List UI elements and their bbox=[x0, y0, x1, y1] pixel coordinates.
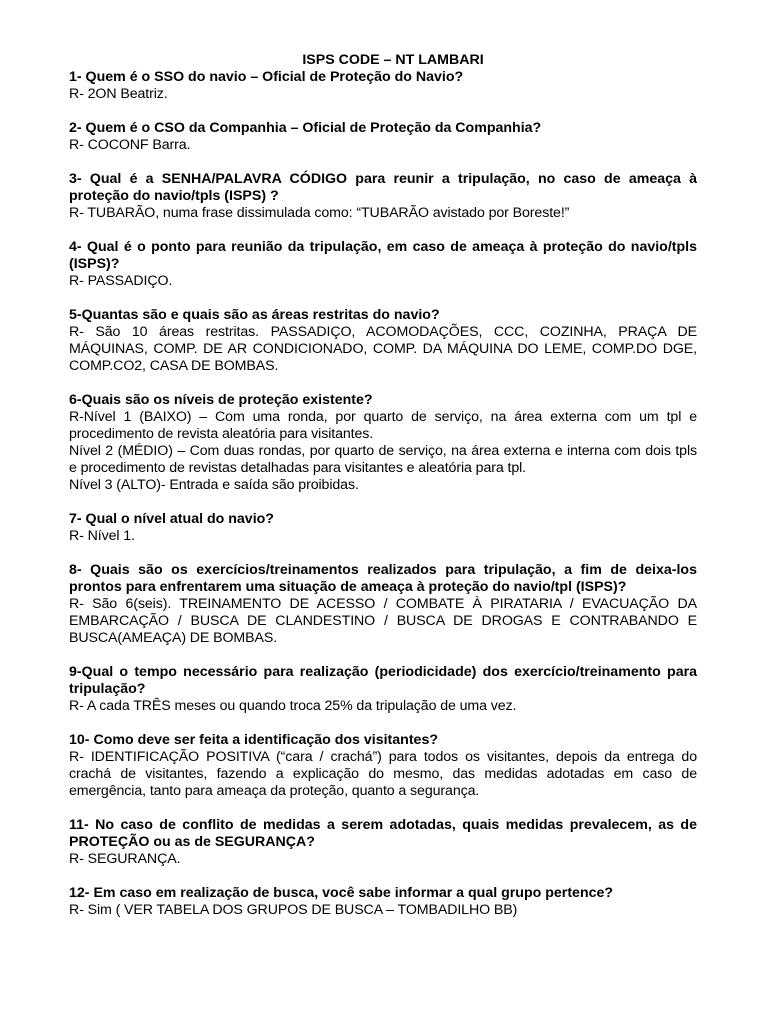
question-4: 4- Qual é o ponto para reunião da tripulação, em caso de ameaça à proteção do navio/tpls (ISPS)? bbox=[69, 239, 697, 272]
document-page bbox=[69, 52, 697, 936]
answer-4: R- PASSADIÇO. bbox=[69, 273, 173, 289]
qa-item-7 bbox=[69, 511, 697, 545]
document-title: ISPS CODE – NT LAMBARI bbox=[302, 52, 484, 68]
question-10: 10- Como deve ser feita a identificação dos visitantes? bbox=[69, 732, 438, 748]
qa-item-11 bbox=[69, 817, 697, 868]
qa-item-4 bbox=[69, 239, 697, 290]
question-2: 2- Quem é o CSO da Companhia – Oficial de Proteção da Companhia? bbox=[69, 120, 542, 136]
question-8: 8- Quais são os exercícios/treinamentos realizados para tripulação, a fim de deixa-los prontos para enfrentarem uma situação de ameaça à proteção do navio/tpl (ISPS)? bbox=[69, 562, 697, 595]
answer-7: R- Nível 1. bbox=[69, 528, 135, 544]
qa-item-6 bbox=[69, 392, 697, 494]
qa-item-12 bbox=[69, 885, 697, 919]
qa-item-1 bbox=[69, 69, 697, 103]
question-5: 5-Quantas são e quais são as áreas restritas do navio? bbox=[69, 307, 440, 323]
answer-11: R- SEGURANÇA. bbox=[69, 851, 181, 867]
qa-item-3 bbox=[69, 171, 697, 222]
answer-10: R- IDENTIFICAÇÃO POSITIVA (“cara / crachá”) para todos os visitantes, depois da entrega do crachá de visitantes, fazendo a explicação do mesmo, das medidas adotadas em caso de emergência, tanto para ameaça da proteção, quanto a segurança. bbox=[69, 749, 697, 799]
question-6: 6-Quais são os níveis de proteção existente? bbox=[69, 392, 373, 408]
question-12: 12- Em caso em realização de busca, você sabe informar a qual grupo pertence? bbox=[69, 885, 614, 901]
answer-3: R- TUBARÃO, numa frase dissimulada como: “TUBARÃO avistado por Boreste!” bbox=[69, 205, 570, 221]
qa-item-10 bbox=[69, 732, 697, 800]
question-11: 11- No caso de conflito de medidas a serem adotadas, quais medidas prevalecem, as de PROTEÇÃO ou as de SEGURANÇA? bbox=[69, 817, 697, 850]
answer-1: R- 2ON Beatriz. bbox=[69, 86, 168, 102]
qa-item-8 bbox=[69, 562, 697, 647]
question-9: 9-Qual o tempo necessário para realização (periodicidade) dos exercício/treinamento para tripulação? bbox=[69, 664, 697, 697]
answer-9: R- A cada TRÊS meses ou quando troca 25% da tripulação de uma vez. bbox=[69, 698, 517, 714]
qa-item-5 bbox=[69, 307, 697, 375]
answer-5: R- São 10 áreas restritas. PASSADIÇO, ACOMODAÇÕES, CCC, COZINHA, PRAÇA DE MÁQUINAS, COMP. DE AR CONDICIONADO, COMP. DA MÁQUINA DO LEME, COMP.DO DGE, COMP.CO2, CASA DE BOMBAS. bbox=[69, 324, 697, 374]
answer-6-level-2: Nível 2 (MÉDIO) – Com duas rondas, por quarto de serviço, na área externa e interna com dois tpls e procedimento de revistas detalhadas para visitantes e aleatória para tpl. bbox=[69, 443, 697, 476]
answer-12: R- Sim ( VER TABELA DOS GRUPOS DE BUSCA – TOMBADILHO BB) bbox=[69, 902, 518, 918]
answer-6-level-3: Nível 3 (ALTO)- Entrada e saída são proibidas. bbox=[69, 477, 359, 493]
question-7: 7- Qual o nível atual do navio? bbox=[69, 511, 274, 527]
qa-item-2 bbox=[69, 120, 697, 154]
question-1: 1- Quem é o SSO do navio – Oficial de Proteção do Navio? bbox=[69, 69, 464, 85]
question-3: 3- Qual é a SENHA/PALAVRA CÓDIGO para reunir a tripulação, no caso de ameaça à proteção do navio/tpls (ISPS) ? bbox=[69, 171, 697, 204]
answer-2: R- COCONF Barra. bbox=[69, 137, 191, 153]
answer-8: R- São 6(seis). TREINAMENTO DE ACESSO / COMBATE À PIRATARIA / EVACUAÇÃO DA EMBARCAÇÃO / BUSCA DE CLANDESTINO / BUSCA DE DROGAS E CONTRABANDO E BUSCA(AMEAÇA) DE BOMBAS. bbox=[69, 596, 697, 646]
answer-6-level-1: R-Nível 1 (BAIXO) – Com uma ronda, por quarto de serviço, na área externa com um tpl e procedimento de revista aleatória para visitantes. bbox=[69, 409, 697, 442]
qa-item-9 bbox=[69, 664, 697, 715]
